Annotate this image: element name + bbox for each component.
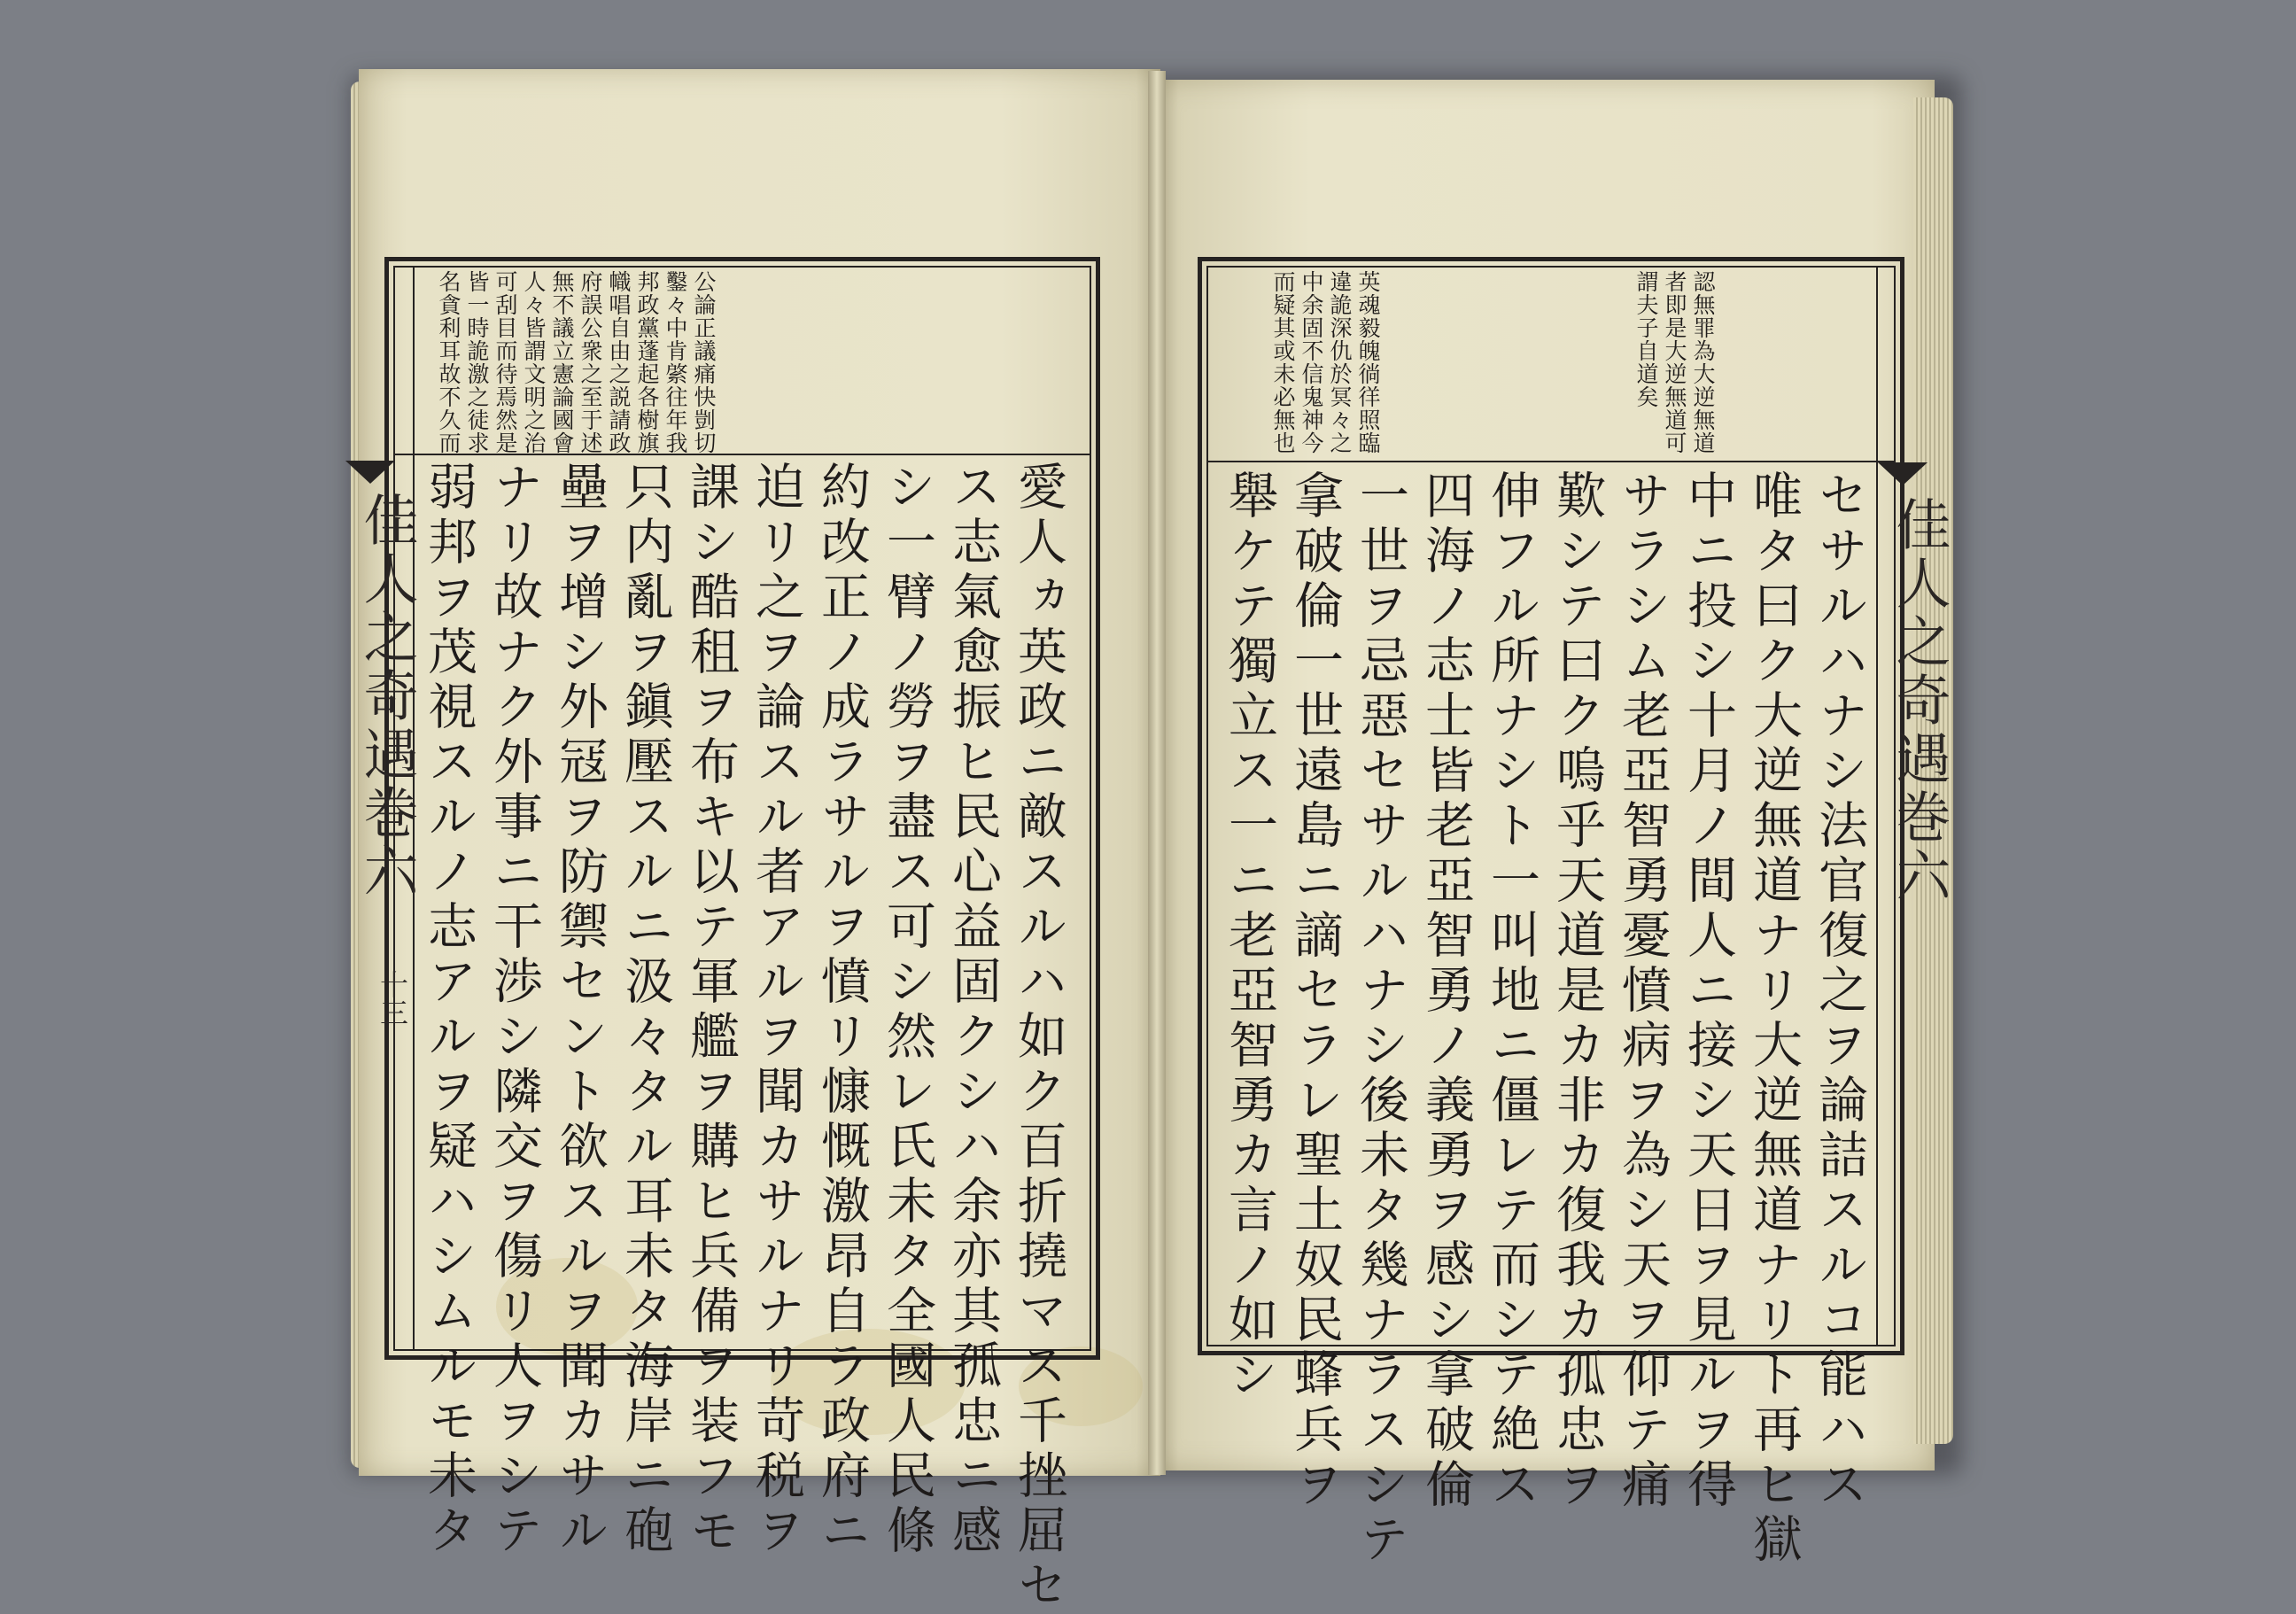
left-body-column: 只内亂ヲ鎭壓スルニ汲々タル耳未タ海岸ニ砲 [617, 461, 674, 1559]
right-body-column: サラシム老亞智勇憂憤病ヲ為シ天ヲ仰テ痛 [1614, 469, 1672, 1513]
right-commentary-line: 謂夫子自道矣 [1633, 270, 1659, 408]
book-gutter [1148, 71, 1166, 1475]
left-page-number: 十三 [376, 970, 409, 1027]
left-body-column: シ一臂ノ勞ヲ盡ス可シ然レ氏未タ全國人民條 [879, 461, 936, 1559]
left-commentary-line: 無不議立憲論國會 [549, 270, 575, 454]
left-fishtail-mark [345, 461, 395, 484]
left-commentary-line: 皆一時詭激之徒求 [464, 270, 490, 454]
right-body-column: 伸フル所ナシト一叫地ニ僵レテ而シテ絶ス [1483, 469, 1540, 1513]
left-commentary-line: 人々皆謂文明之治 [521, 270, 547, 454]
left-body-column: ス志氣愈振ヒ民心益固クシハ余亦其孤忠ニ感 [944, 461, 1002, 1559]
right-commentary-line: 中余固不信鬼神今 [1299, 270, 1324, 454]
right-fishtail-mark [1878, 462, 1928, 485]
right-body-column: 一世ヲ忌惡セサルハナシ後未タ幾ナラスシテ [1352, 469, 1409, 1568]
left-body-column: 弱邦ヲ茂視スルノ志アルヲ疑ハシムルモ未タ [420, 461, 477, 1559]
right-commentary-line: 認無罪為大逆無道 [1690, 270, 1716, 454]
left-header-label: 佳人之奇遇巻六 [354, 492, 419, 901]
right-body-column: セサルハナシ法官復之ヲ論詰スルコ能ハス [1811, 469, 1868, 1513]
right-body-column: 唯タ曰ク大逆無道ナリ大逆無道ナリト再ヒ獄 [1745, 469, 1803, 1568]
right-header-label: 佳人之奇遇巻六 [1887, 496, 1951, 905]
left-body-column: 約改正ノ成ラサルヲ憤リ慷慨激昂自ラ政府ニ [813, 461, 871, 1559]
left-commentary-line: 幟唱自由之説請政 [606, 270, 632, 454]
left-body-column: 壘ヲ增シ外冦ヲ防禦セント欲スルヲ聞カサル [551, 461, 609, 1559]
right-body-column: 四海ノ志士皆老亞智勇ノ義勇ヲ感シ拿破倫 [1417, 469, 1475, 1513]
right-commentary-line: 英魂毅魄徜徉照臨 [1355, 270, 1381, 454]
left-commentary-line: 邦政黨蓬起各樹旗 [634, 270, 660, 454]
left-commentary-line: 公論正議痛快剴切 [691, 270, 717, 454]
left-commentary-line: 名貪利耳故不久而 [436, 270, 462, 454]
left-commentary-line: 可刮目而待焉然是 [493, 270, 518, 454]
left-commentary-line: 府誤公衆之至于述 [578, 270, 603, 454]
left-body-column: ナリ故ナク外事ニ干渉シ隣交ヲ傷リ人ヲシテ [485, 461, 543, 1559]
right-commentary-divider [1206, 461, 1896, 462]
right-commentary-line: 違詭深仇於冥々之 [1327, 270, 1353, 454]
right-body-column: 舉ケテ獨立ス一ニ老亞智勇カ言ノ如シ [1221, 469, 1278, 1403]
left-body-column: 課シ酷租ヲ布キ以テ軍艦ヲ購ヒ兵備ヲ装フモ [682, 461, 740, 1559]
right-body-column: 中ニ投シ十月ノ間人ニ接シ天日ヲ見ルヲ得 [1679, 469, 1737, 1513]
right-margin-rule [1876, 266, 1878, 1346]
right-commentary-line: 而疑其或未必無也 [1270, 270, 1296, 454]
right-commentary-line: 者即是大逆無道可 [1662, 270, 1687, 454]
right-body-column: 拿破倫一世遠島ニ謫セラレ聖土奴民蜂兵ヲ [1286, 469, 1344, 1513]
left-body-column: 迫リ之ヲ論スル者アルヲ聞カサルナリ苛税ヲ [748, 461, 805, 1559]
left-commentary-line: 鑿々中肯綮往年我 [663, 270, 688, 454]
right-body-column: 歎シテ曰ク嗚乎天道是カ非カ復我カ孤忠ヲ [1548, 469, 1606, 1513]
left-body-column: 愛人ヵ英政ニ敵スルハ如ク百折撓マス千挫屈セ [1010, 461, 1067, 1614]
